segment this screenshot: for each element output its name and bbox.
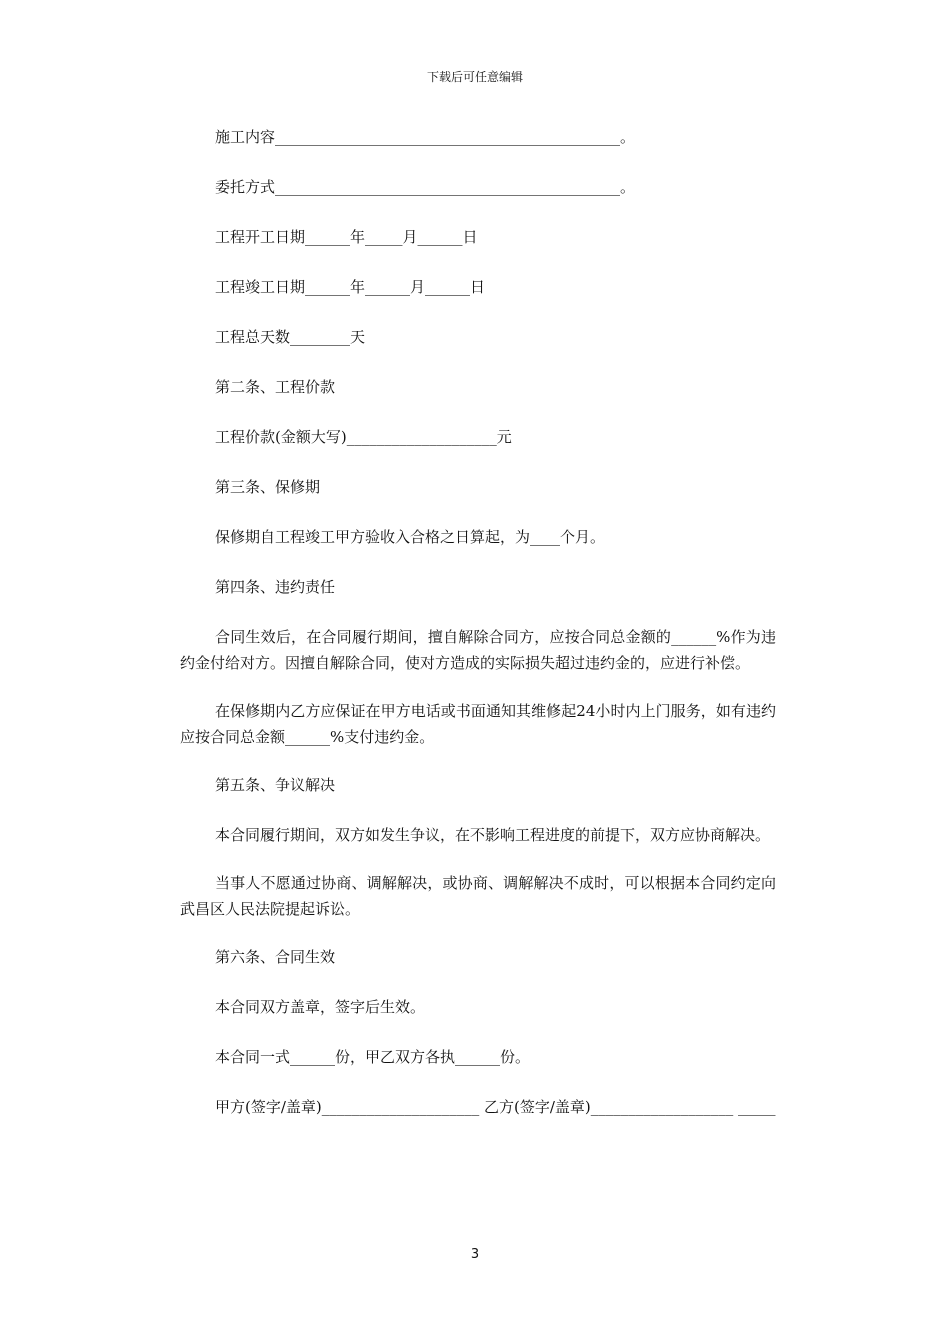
effect-line-1: 本合同双方盖章，签字后生效。 <box>215 998 426 1016</box>
dispute-paragraph-1: 本合同履行期间，双方如发生争议，在不影响工程进度的前提下，双方应协商解决。 <box>215 826 771 844</box>
effect-line-2: 本合同一式______份，甲乙双方各执______份。 <box>215 1048 531 1066</box>
article-4-title: 第四条、违约责任 <box>215 578 336 596</box>
dispute-paragraph-2: 当事人不愿通过协商、调解解决，或协商、调解解决不成时，可以根据本合同约定向武昌区人民法院提起诉讼。 <box>180 874 776 918</box>
article-5-title: 第五条、争议解决 <box>215 776 336 794</box>
warranty-line: 保修期自工程竣工甲方验收入合格之日算起，为____个月。 <box>215 528 606 546</box>
start-date-line: 工程开工日期______年_____月______日 <box>215 228 478 246</box>
breach-paragraph-1: 合同生效后，在合同履行期间，擅自解除合同方，应按合同总金额的______%作为违约金付给对方。因擅自解除合同，使对方造成的实际损失超过违约金的，应进行补偿。 <box>180 628 776 672</box>
signature-line: 甲方(签字/盖章)_____________________ 乙方(签字/盖章)___________________ _____ <box>215 1098 776 1116</box>
breach-paragraph-2: 在保修期内乙方应保证在甲方电话或书面通知其维修起24小时内上门服务，如有违约应按合同总金额______%支付违约金。 <box>180 702 776 746</box>
construction-content-line: 施工内容______________________________________________。 <box>215 128 636 146</box>
article-3-title: 第三条、保修期 <box>215 478 321 496</box>
document-body <box>180 124 776 1120</box>
article-2-title: 第二条、工程价款 <box>215 378 336 396</box>
completion-date-line: 工程竣工日期______年______月______日 <box>215 278 486 296</box>
commission-method-line: 委托方式______________________________________________。 <box>215 178 636 196</box>
price-line: 工程价款(金额大写)____________________元 <box>215 428 512 446</box>
total-days-line: 工程总天数________天 <box>215 328 366 346</box>
page-header: 下载后可任意编辑 <box>426 70 523 84</box>
article-6-title: 第六条、合同生效 <box>215 948 336 966</box>
page-number: 3 <box>470 1247 480 1262</box>
